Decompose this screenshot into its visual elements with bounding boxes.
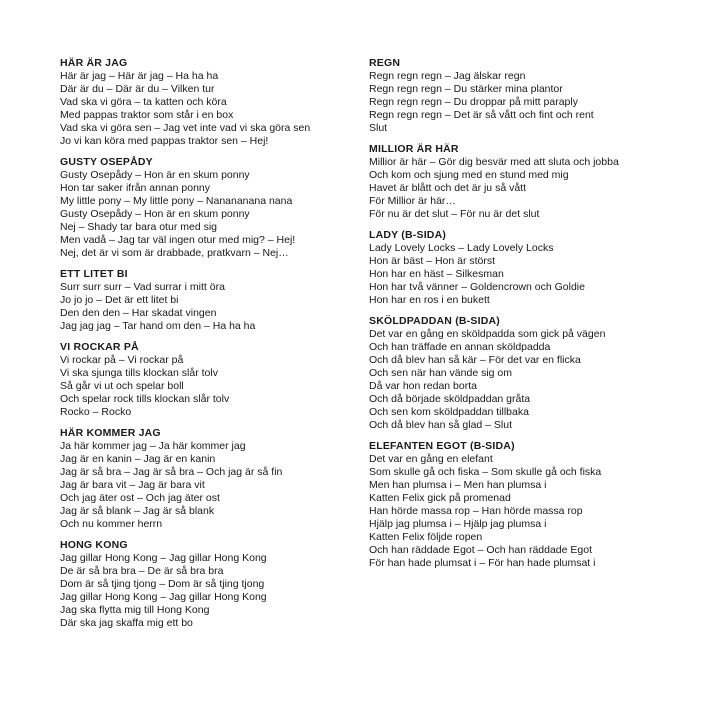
lyric-line: Hon har en häst – Silkesman bbox=[369, 268, 504, 280]
lyric-line: Katten Felix följde ropen bbox=[369, 531, 483, 543]
lyric-line: Den den den – Har skadat vingen bbox=[60, 307, 217, 319]
song-title: HÄR KOMMER JAG bbox=[60, 427, 161, 439]
lyric-line: Millior är här – Gör dig besvär med att sluta och jobba bbox=[369, 156, 619, 168]
lyric-line: Jag är så blank – Jag är så blank bbox=[60, 505, 215, 517]
song-title: HÄR ÄR JAG bbox=[60, 57, 128, 69]
lyric-line: Och då blev han så kär – För det var en flicka bbox=[369, 354, 581, 366]
song-title: MILLIOR ÄR HÄR bbox=[369, 143, 459, 155]
lyric-line: Och då började sköldpaddan gråta bbox=[369, 393, 531, 405]
song-block-har-kommer-jag bbox=[60, 427, 350, 531]
song-lyrics bbox=[369, 70, 669, 135]
song-title: ETT LITET BI bbox=[60, 268, 128, 280]
song-block-gusty-osepady bbox=[60, 156, 350, 260]
song-block-hong-kong bbox=[60, 539, 350, 630]
lyric-line: Och sen när han vände sig om bbox=[369, 367, 513, 379]
lyric-line: Det var en gång en sköldpadda som gick på vägen bbox=[369, 328, 606, 340]
song-title: GUSTY OSEPÅDY bbox=[60, 156, 153, 168]
lyric-line: Nej – Shady tar bara otur med sig bbox=[60, 221, 217, 233]
lyric-line: Där är du – Där är du – Vilken tur bbox=[60, 83, 215, 95]
lyric-line: De är så bra bra – De är så bra bra bbox=[60, 565, 224, 577]
lyric-line: Som skulle gå och fiska – Som skulle gå och fiska bbox=[369, 466, 602, 478]
lyric-line: Och han träffade en annan sköldpadda bbox=[369, 341, 551, 353]
lyric-line: Regn regn regn – Jag älskar regn bbox=[369, 70, 526, 82]
lyric-line: Och spelar rock tills klockan slår tolv bbox=[60, 393, 230, 405]
lyric-line: My little pony – My little pony – Nanananana nana bbox=[60, 195, 293, 207]
song-title: VI ROCKAR PÅ bbox=[60, 341, 139, 353]
lyric-line: Hon är bäst – Hon är störst bbox=[369, 255, 496, 267]
lyric-line: Nej, det är vi som är drabbade, pratkvarn – Nej… bbox=[60, 247, 289, 259]
lyric-line: Regn regn regn – Du stärker mina plantor bbox=[369, 83, 563, 95]
song-lyrics bbox=[369, 453, 669, 570]
lyric-line: Jag är en kanin – Jag är en kanin bbox=[60, 453, 216, 465]
song-block-skoldpaddan-b-sida bbox=[369, 315, 669, 432]
lyric-line: Jag är så bra – Jag är så bra – Och jag är så fin bbox=[60, 466, 283, 478]
song-lyrics bbox=[60, 440, 350, 531]
lyric-line: Regn regn regn – Det är så vått och fint och rent bbox=[369, 109, 594, 121]
song-block-millior-ar-har bbox=[369, 143, 669, 221]
lyric-line: Gusty Osepådy – Hon är en skum ponny bbox=[60, 169, 250, 181]
song-lyrics bbox=[369, 328, 669, 432]
lyric-line: Vad ska vi göra sen – Jag vet inte vad vi ska göra sen bbox=[60, 122, 311, 134]
lyric-line: Lady Lovely Locks – Lady Lovely Locks bbox=[369, 242, 554, 254]
lyric-line: Dom är så tjing tjong – Dom är så tjing tjong bbox=[60, 578, 265, 590]
lyric-line: Surr surr surr – Vad surrar i mitt öra bbox=[60, 281, 225, 293]
song-title: SKÖLDPADDAN (B-SIDA) bbox=[369, 315, 500, 327]
lyric-line: Han hörde massa rop – Han hörde massa rop bbox=[369, 505, 583, 517]
lyric-line: Katten Felix gick på promenad bbox=[369, 492, 511, 504]
lyric-line: Och han räddade Egot – Och han räddade Egot bbox=[369, 544, 592, 556]
lyric-line: Jag gillar Hong Kong – Jag gillar Hong Kong bbox=[60, 552, 267, 564]
lyric-line: Hon har två vänner – Goldencrown och Goldie bbox=[369, 281, 585, 293]
lyric-line: Men han plumsa i – Men han plumsa i bbox=[369, 479, 547, 491]
lyric-line: Och kom och sjung med en stund med mig bbox=[369, 169, 569, 181]
lyric-line: Här är jag – Här är jag – Ha ha ha bbox=[60, 70, 219, 82]
song-block-lady-b-sida bbox=[369, 229, 669, 307]
song-lyrics bbox=[60, 169, 350, 260]
lyric-line: Hon har en ros i en bukett bbox=[369, 294, 490, 306]
lyric-line: För nu är det slut – För nu är det slut bbox=[369, 208, 540, 220]
lyric-line: Slut bbox=[369, 122, 388, 134]
song-title: HONG KONG bbox=[60, 539, 128, 551]
lyric-line: Havet är blått och det är ju så vått bbox=[369, 182, 526, 194]
lyric-line: Och då blev han så glad – Slut bbox=[369, 419, 513, 431]
song-lyrics bbox=[369, 242, 669, 307]
lyric-line: Rocko – Rocko bbox=[60, 406, 132, 418]
lyric-line: Jag gillar Hong Kong – Jag gillar Hong Kong bbox=[60, 591, 267, 603]
lyric-line: Hon tar saker ifrån annan ponny bbox=[60, 182, 211, 194]
lyric-line: Det var en gång en elefant bbox=[369, 453, 493, 465]
right-lyrics-column bbox=[369, 57, 669, 578]
lyric-line: Jag jag jag – Tar hand om den – Ha ha ha bbox=[60, 320, 256, 332]
lyric-line: Och jag äter ost – Och jag äter ost bbox=[60, 492, 220, 504]
song-lyrics bbox=[60, 281, 350, 333]
lyric-line: Då var hon redan borta bbox=[369, 380, 477, 392]
lyric-line: Där ska jag skaffa mig ett bo bbox=[60, 617, 193, 629]
song-block-elefanten-egot-b-sida bbox=[369, 440, 669, 570]
lyric-line: Hjälp jag plumsa i – Hjälp jag plumsa i bbox=[369, 518, 547, 530]
lyric-line: Vi ska sjunga tills klockan slår tolv bbox=[60, 367, 218, 379]
lyric-line: Jo jo jo – Det är ett litet bi bbox=[60, 294, 179, 306]
song-block-har-ar-jag bbox=[60, 57, 350, 148]
lyric-line: Jag är bara vit – Jag är bara vit bbox=[60, 479, 205, 491]
song-lyrics bbox=[60, 354, 350, 419]
lyric-line: För Millior är här… bbox=[369, 195, 456, 207]
lyric-line: Gusty Osepådy – Hon är en skum ponny bbox=[60, 208, 250, 220]
lyric-line: Regn regn regn – Du droppar på mitt paraply bbox=[369, 96, 578, 108]
left-lyrics-column bbox=[60, 57, 350, 638]
lyric-line: Vad ska vi göra – ta katten och köra bbox=[60, 96, 227, 108]
song-title: REGN bbox=[369, 57, 401, 69]
song-block-regn bbox=[369, 57, 669, 135]
song-lyrics bbox=[369, 156, 669, 221]
song-lyrics bbox=[60, 70, 350, 148]
song-block-vi-rockar-pa bbox=[60, 341, 350, 419]
lyric-line: Med pappas traktor som står i en box bbox=[60, 109, 234, 121]
song-lyrics bbox=[60, 552, 350, 630]
lyric-line: Men vadå – Jag tar väl ingen otur med mig? – Hej! bbox=[60, 234, 296, 246]
lyric-line: Jo vi kan köra med pappas traktor sen – Hej! bbox=[60, 135, 269, 147]
lyric-line: För han hade plumsat i – För han hade plumsat i bbox=[369, 557, 596, 569]
lyric-line: Jag ska flytta mig till Hong Kong bbox=[60, 604, 210, 616]
lyric-line: Och nu kommer herrn bbox=[60, 518, 163, 530]
lyric-line: Vi rockar på – Vi rockar på bbox=[60, 354, 184, 366]
lyric-line: Och sen kom sköldpaddan tillbaka bbox=[369, 406, 529, 418]
lyric-line: Så går vi ut och spelar boll bbox=[60, 380, 184, 392]
song-title: LADY (B-SIDA) bbox=[369, 229, 447, 241]
song-title: ELEFANTEN EGOT (B-SIDA) bbox=[369, 440, 515, 452]
lyric-line: Ja här kommer jag – Ja här kommer jag bbox=[60, 440, 246, 452]
song-block-ett-litet-bi bbox=[60, 268, 350, 333]
